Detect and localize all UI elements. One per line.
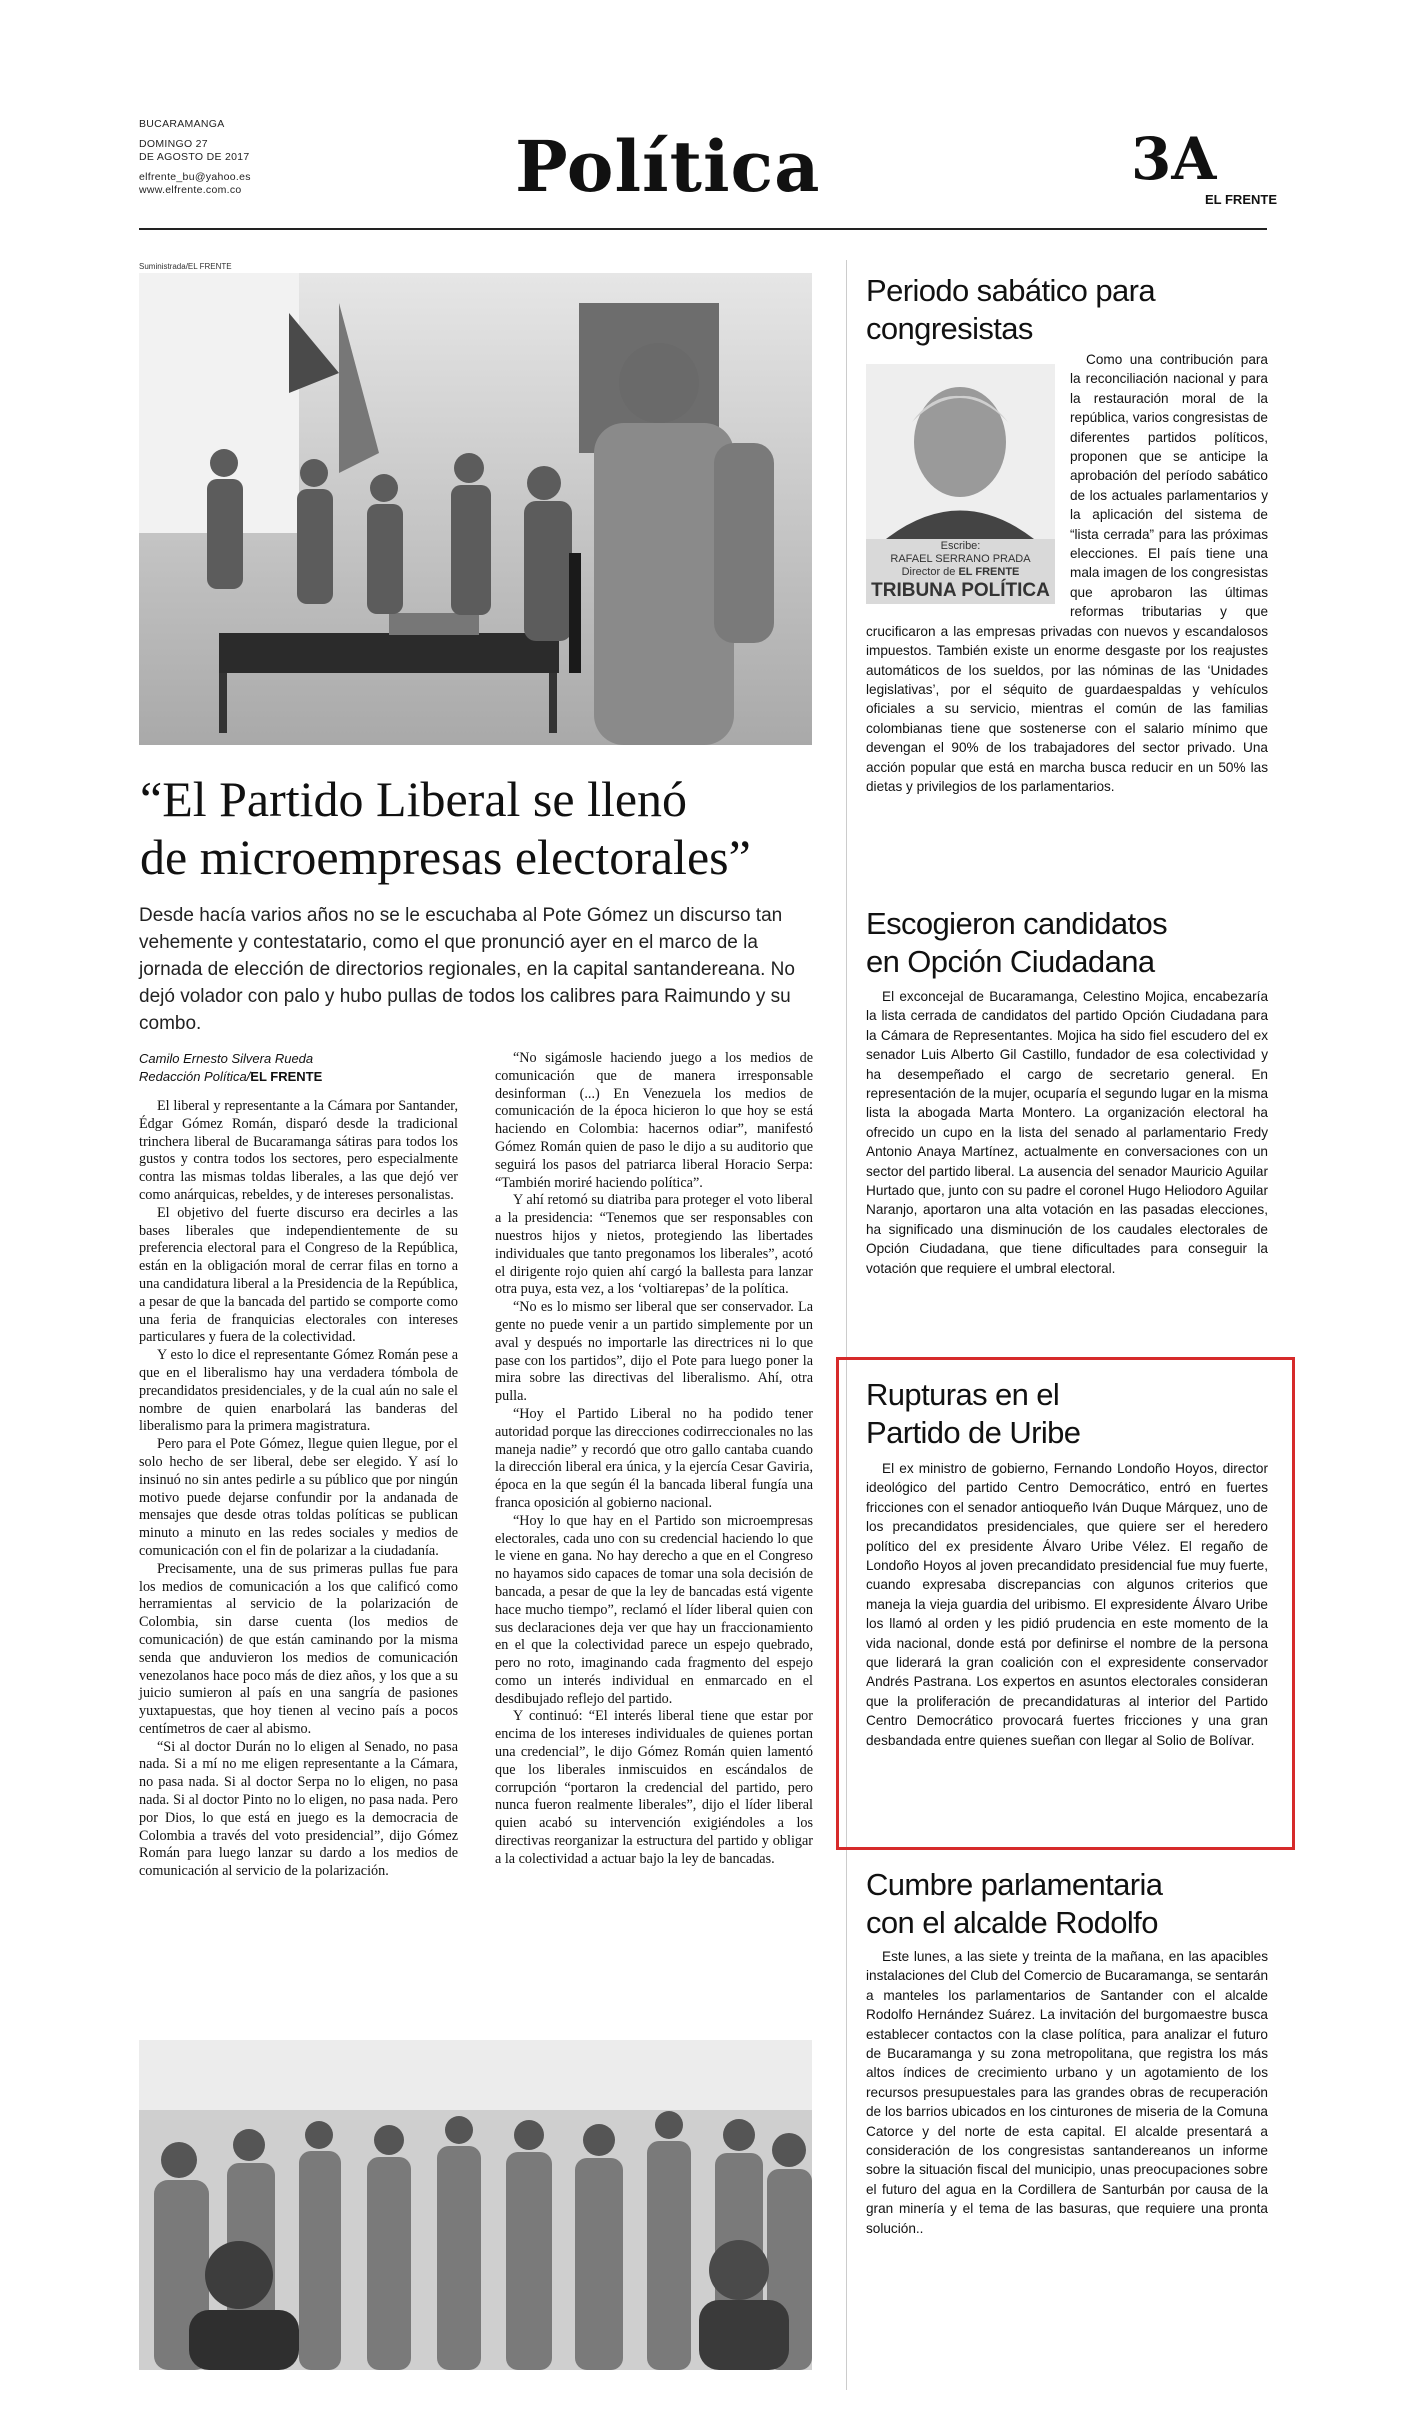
main-paragraph: El liberal y representante a la Cámara por Santander, Édgar Gómez Román, disparó desde la tradicional trinchera liberal de Bucaramanga sátiras para todos los gustos y contra todos los sectores, pero especialmente contra las mismas toldas liberales, a las que dejó ver como anárquicas, rebeldes, y de intereses personalistas. [139, 1098, 458, 1203]
main-paragraph: “No sigámosle haciendo juego a los medios de comunicación que de manera irresponsable desinforman (...) En Venezuela los medios de comunicación de la época hicieron lo que hoy se está haciendo en Colombia: hacernos odiar”, manifestó Gómez Román quien de paso le dijo a su auditorio que seguirá los pasos del patriarca liberal Horacio Serpa: “También moriré haciendo política”. [495, 1050, 813, 1191]
masthead-email[interactable]: elfrente_bu@yahoo.es [139, 171, 251, 183]
main-paragraph: “Hoy el Partido Liberal no ha podido tener autoridad porque las direcciones codirreccionales no las maneja nadie” y recordó que otro gallo cantaba cuando la dirección liberal era única, y la ejercía Cesar Gaviria, época en la que según él la bancada liberal fungía una franca oposición al gobierno nacional. [495, 1405, 813, 1511]
cumbre-headline-line2: con el alcalde Rodolfo [866, 1905, 1158, 1940]
cumbre-body [866, 1947, 1268, 2238]
rupturas-headline [866, 1376, 1266, 1452]
main-lead: Desde hacía varios años no se le escuchaba al Pote Gómez un discurso tan vehemente y contestatario, como el que pronunció ayer en el marco de la jornada de elección de directorios regionales, en la capital santandereana. No dejó volador con palo y hubo pullas de todos los calibres para Raimundo y su combo. [139, 905, 795, 1034]
main-photo-image [139, 273, 812, 745]
rupturas-body [866, 1459, 1268, 1750]
main-paragraph: Y esto lo dice el representante Gómez Román pese a que en el liberalismo hay una verdadera tómbola de precandidatos presidenciales, y de la cual aún no sale el nombre de quien enarbolará las banderas del liberalismo para la primera magistratura. [139, 1347, 458, 1435]
main-paragraph: “Hoy lo que hay en el Partido son microempresas electorales, cada uno con su credencial haciendo lo que le viene en gana. No hay derecho a que en el Congreso no hayamos sido capaces de tomar una sola decisión de bancada, a pesar de que la ley de bancadas está vigente hace mucho tiempo”, reclamó el líder liberal quien con sus declaraciones deja ver que hay un fraccionamiento en el que la colectividad parece un espejo quebrado, pero no roto, imaginando cada fragmento del espejo como un interés individual en enmarcado en el desdibujado reflejo del partido. [495, 1512, 813, 1707]
byline-desk: Redacción Política/ [139, 1069, 251, 1084]
cumbre-headline [866, 1866, 1266, 1942]
main-paragraph: “No es lo mismo ser liberal que ser conservador. La gente no puede venir a un partido simplemente por un aval y después no importarle las directrices ni lo que pase con los partidos”, dijo el Pote para luego poner la mira sobre las directivas del liberalismo. Ahí, otra pulla. [495, 1299, 813, 1405]
main-body-col1 [139, 1098, 458, 1881]
main-paragraph: Y continuó: “El interés liberal tiene que estar por encima de los intereses individuales de quienes portan una credencial”, le dijo Gómez Román quien lamentó que los liberales inmiscuidos en escándalos de corrupción “portaron la credencial del partido, pero nunca fueron realmente liberales”, dijo el líder liberal quien acabó su intervención exigiéndoles a los directivas reorganizar la estructura del partido y obligar a la colectividad a actuar bajo la ley de bancadas. [495, 1708, 813, 1867]
crowd-photo-image [139, 2040, 812, 2370]
main-paragraph: Y ahí retomó su diatriba para proteger el voto liberal a la presidencia: “Tenemos que ser responsables con nuestros hijos y nietos, protegiendo las libertades individuales que tanto pregonamos los liberales”, acotó el dirigente rojo quien ahí cargó la ballesta para lanzar otra puya, esta vez, a los ‘voltiarepas’ de la política. [495, 1192, 813, 1298]
opcion-headline-line1: Escogieron candidatos [866, 906, 1168, 941]
byline-author: Camilo Ernesto Silvera Rueda [139, 1051, 314, 1066]
masthead-rule [139, 228, 1267, 230]
tribuna-paragraph: Como una contribución para la reconciliación nacional y para la restauración moral de la república, varios congresistas de diferentes partidos políticos, proponen que se anticipe la aprobación del período sabático de los actuales parlamentarios y la aplicación del sistema de “lista cerrada” para las próximas elecciones. El país tiene una mala imagen de los congresistas que aprobaron las últimas reformas tributarias y que crucificaron a las empresas privadas con nuevos y escandalosos impuestos. También existe un enorme desgaste por los reajustes automáticos de los sueldos, por las nóminas de las ‘Unidades legislativas’, por el séquito de guardaespaldas y vehículos oficiales a su servicio, mientras el común de las familias colombianas tiene que sostenerse con el salario mínimo que devengan el 90% de los trabajadores del sector privado. Una acción popular que está en marcha busca reducir en un 50% las dietas y privilegios de los parlamentarios. [866, 352, 1268, 794]
main-paragraph: Pero para el Pote Gómez, llegue quien llegue, por el solo hecho de ser liberal, debe ser elegido. Y así lo insinuó no sin antes pedirle a su público que por ningún motivo puede dejarse confundir por la andanada de mensajes que desde otras toldas políticas se publican minuto a minuto en las redes sociales y medios de comunicación con el fin de polarizar a la ciudadanía. [139, 1436, 458, 1559]
opcion-paragraph: El exconcejal de Bucaramanga, Celestino Mojica, encabezaría la lista cerrada de candidatos del partido Opción Ciudadana para la Cámara de Representantes. Mojica ha sido fiel escudero del ex senador Luis Alberto Gil Castillo, fundador de esa colectividad y ha desempeñado el cargo de secretario general. En representación de la mujer, ocuparía el segundo lugar en la misma lista la abogada Marta Montero. La organización electoral ha ofrecido un cupo en la lista del senado al parlamentario Fredy Antonio Anaya Martínez, actualmente en conversaciones con un sector del partido liberal. La ausencia del senador Mauricio Aguilar Hurtado que, junto con su padre el coronel Hugo Heliodoro Aguilar Naranjo, aportaron una alta votación en las pasadas elecciones, ha significado una disminución de los caudales electorales de Opción Ciudadana, que tiene dificultades para conseguir la votación que requiere el umbral electoral. [866, 989, 1269, 1276]
main-paragraph: Precisamente, una de sus primeras pullas fue para los medios de comunicación a los que calificó como herramientas al servicio de la polarización de Colombia, sin darse cuenta (los medios de comunicación) de que están caminando por la misma senda que anduvieron los medios de comunicación venezolanos hace poco más de diez años, y los que a su juicio sumieron al país en una sangría de pasiones yuxtapuestas, que hoy tienen al vecino país a pocos centímetros de caer al abismo. [139, 1560, 458, 1737]
main-paragraph: “Si al doctor Durán no lo eligen al Senado, no pasa nada. Si a mí no me eligen representante a la Cámara, no pasa nada. Si al doctor Serpa no lo eligen, no pasa nada. Si al doctor Pinto no lo eligen, no pasa nada. Pero por Dios, lo que está en juego es la democracia de Colombia a través del voto presidencial”, dijo Gómez Román para luego lanzar su dardo a los medios de comunicación al servicio de la polarización. [139, 1738, 458, 1880]
page-number: 3A [1131, 125, 1217, 193]
masthead-city: BUCARAMANGA [139, 118, 225, 130]
tribuna-body [866, 350, 1268, 796]
photo-credit: Suministrada/EL FRENTE [139, 262, 232, 271]
masthead-website[interactable]: www.elfrente.com.co [139, 184, 242, 196]
masthead-date-line1: DOMINGO 27 [139, 138, 208, 150]
masthead-date-line2: DE AGOSTO DE 2017 [139, 151, 250, 163]
columnist-role: Director de [901, 566, 956, 578]
columnist-label: Escribe: [940, 540, 981, 552]
crowd-photo [139, 2040, 812, 2370]
paper-name: EL FRENTE [1205, 192, 1277, 207]
main-headline-line2: de microempresas electorales” [140, 829, 751, 885]
byline [139, 1050, 459, 1086]
main-headline-line1: “El Partido Liberal se llenó [140, 771, 688, 827]
byline-paper: EL FRENTE [250, 1069, 323, 1084]
main-paragraph: El objetivo del fuerte discurso era decirles a las bases liberales que independientemente de su preferencia electoral para el Congreso de la República, están en la obligación moral de cerrar filas en torno a una candidatura liberal a la Presidencia de la República, a pesar de que la bancada del partido se comporte como una feria de franquicias electorales con intereses particulares y fuera de la colectividad. [139, 1204, 458, 1346]
columnist-name: RAFAEL SERRANO PRADA [890, 553, 1031, 565]
rupturas-paragraph: El ex ministro de gobierno, Fernando Londoño Hoyos, director ideológico del partido Centro Democrático, entró en fuertes fricciones con el senador antioqueño Iván Duque Márquez, uno de los precandidatos presidenciales, que quiere ser el heredero político del ex presidente Álvaro Uribe Vélez. El regaño de Londoño Hoyos al joven precandidato presidencial fue muy fuerte, cuando expresaba discrepancias con algunos criterios que maneja la vieja guardia del uribismo. El expresidente Álvaro Uribe los llamó al orden y les pidió prudencia en este momento de la vida nacional, donde está por definirse el nombre de la persona que liderará la gran coalición con el expresidente conservador Andrés Pastrana. Los expertos en asuntos electorales consideran que la proliferación de precandidaturas al interior del Partido Centro Democrático provocará fuertes fricciones y una gran desbandada entre quienes sueñan con llegar al Solio de Bolívar. [866, 1461, 1268, 1748]
opcion-body [866, 987, 1268, 1278]
rupturas-headline-line1: Rupturas en el [866, 1377, 1060, 1412]
columnist-paper: EL FRENTE [958, 566, 1020, 578]
cumbre-headline-line1: Cumbre parlamentaria [866, 1867, 1163, 1902]
main-photo [139, 273, 812, 745]
opcion-headline-line2: en Opción Ciudadana [866, 944, 1155, 979]
main-body-col2 [495, 1050, 813, 1869]
opcion-headline [866, 905, 1266, 981]
tribuna-column-name: TRIBUNA POLÍTICA [871, 580, 1050, 601]
masthead-info [139, 118, 339, 197]
rupturas-headline-line2: Partido de Uribe [866, 1415, 1081, 1450]
column-divider [846, 260, 847, 2390]
tribuna-headline: Periodo sabático para congresistas [866, 273, 1155, 346]
main-headline [140, 770, 820, 886]
cumbre-paragraph: Este lunes, a las siete y treinta de la mañana, en las apacibles instalaciones del Club del Comercio de Bucaramanga, se sentarán a manteles los parlamentarios de Santander con el alcalde Rodolfo Hernández Suárez. La invitación del burgomaestre busca establecer contactos con la clase política, para analizar el futuro de Bucaramanga y su zona metropolitana, que registra los más altos índices de crecimiento urbano y un agotamiento de los recursos presupuestales para las grandes obras de recuperación de los barrios ubicados en los cinturones de miseria de la Comuna Catorce y del norte de esta capital. El alcalde presentará a consideración de los congresistas santandereanos un informe sobre la situación fiscal del municipio, unas preocupaciones sobre el futuro del agua en la Cordillera de Santurbán por causa de la gran minería y el tema de las basuras, que requiere una pronta solución.. [866, 1949, 1268, 2236]
section-title: Política [515, 125, 821, 208]
